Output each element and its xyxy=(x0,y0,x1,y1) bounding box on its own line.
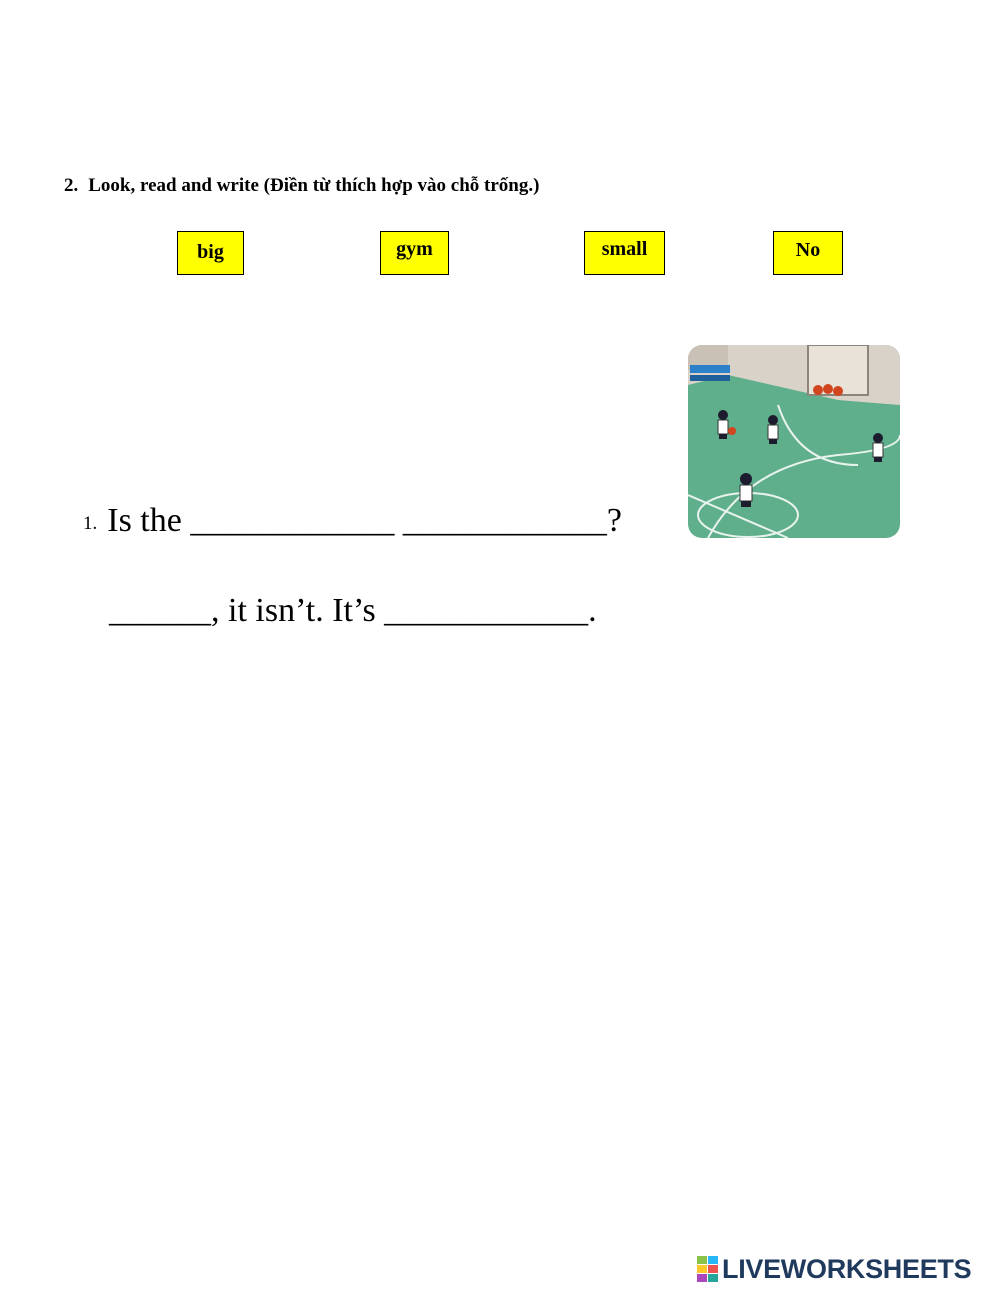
word-bank-item-big: big xyxy=(177,231,244,275)
question-1 xyxy=(83,502,622,540)
liveworksheets-logo xyxy=(697,1254,971,1284)
exercise-number: 2. xyxy=(64,175,79,196)
exercise-instruction: Look, read and write (Điền từ thích hợp vào chỗ trống.) xyxy=(88,175,540,196)
logo-blocks-icon xyxy=(697,1256,719,1282)
word-bank-item-small: small xyxy=(584,231,665,275)
gym-illustration xyxy=(688,345,900,538)
word-bank-item-no: No xyxy=(773,231,843,275)
word-bank-item-gym: gym xyxy=(380,231,449,275)
logo-text: LIVEWORKSHEETS xyxy=(722,1253,972,1284)
question-number: 1. xyxy=(83,513,98,534)
question-text: Is the ____________ ____________? xyxy=(107,502,622,539)
exercise-heading xyxy=(64,175,539,197)
answer-1: ______, it isn’t. It’s ____________. xyxy=(109,592,597,629)
